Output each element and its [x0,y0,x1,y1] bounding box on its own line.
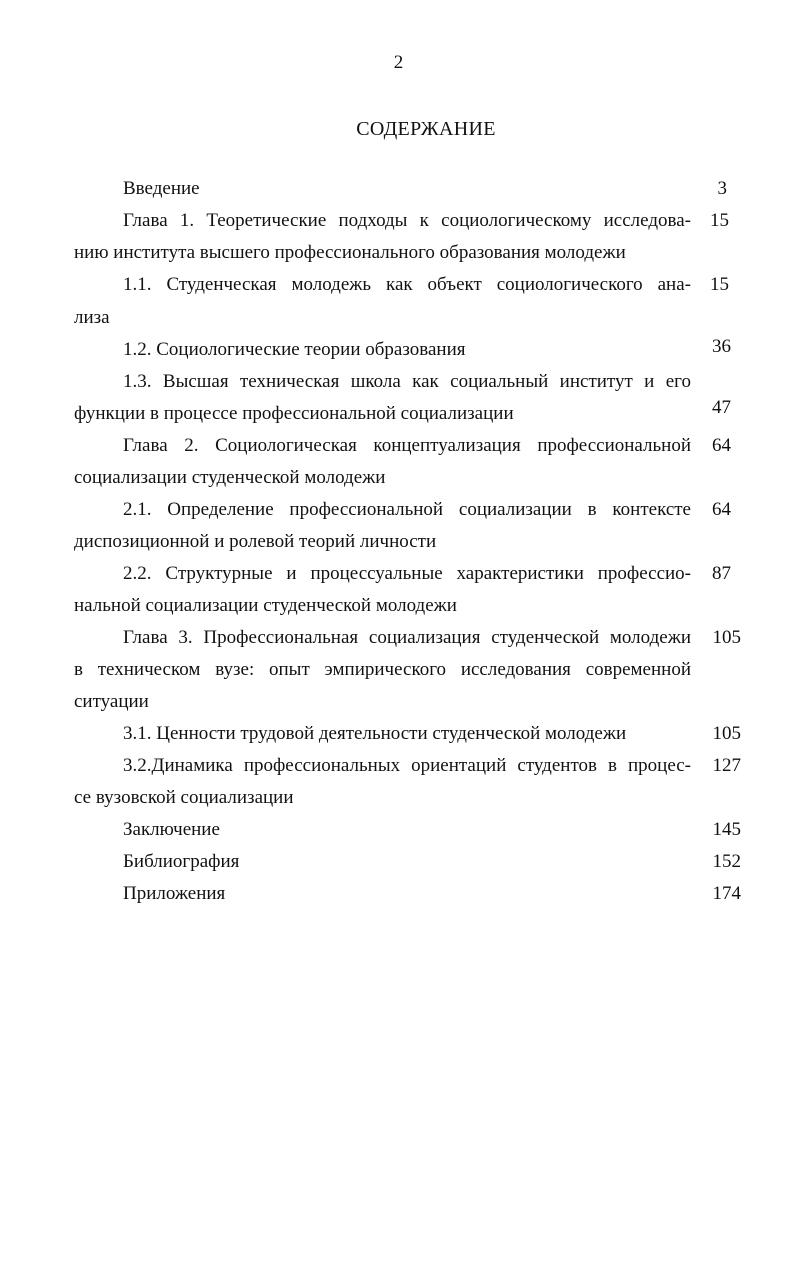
toc-entry-text: 1.2. Социологические теории образования [123,339,466,360]
toc-entry-text: Введение [123,178,200,199]
toc-entry-text-line-1: 1.1. Студенческая молодежь как объект социологического ана- [123,274,691,295]
toc-entry-text: Библиография [123,851,240,872]
toc-entry-page: 152 [712,851,741,872]
toc-entry-text-line-2: нию института высшего профессионального образования молодежи [74,242,626,263]
toc-entry-text-line-1: 2.2. Структурные и процессуальные характеристики профессио- [123,563,691,584]
toc-entry-text-line-2: диспозиционной и ролевой теорий личности [74,531,437,552]
toc-entry-page: 64 [712,499,731,520]
toc-entry-text-line-2: в техническом вузе: опыт эмпирического исследования современной [74,659,691,680]
toc-entry-page: 145 [712,819,741,840]
toc-entry-text-line-2: лиза [74,307,110,328]
toc-entry-page: 36 [712,336,731,357]
toc-entry-page: 174 [712,883,741,904]
toc-entry-page: 47 [712,397,731,418]
toc-entry-text-line-1: Глава 1. Теоретические подходы к социологическому исследова- [123,210,691,231]
toc-entry-text-line-2: социализации студенческой молодежи [74,467,386,488]
toc-entry-text-line-2: нальной социализации студенческой молодежи [74,595,457,616]
toc-entry-page: 127 [712,755,741,776]
toc-entry-page: 64 [712,435,731,456]
toc-entry-text-line-1: 3.2.Динамика профессиональных ориентаций студентов в процес- [123,755,691,776]
toc-entry-page: 15 [710,274,729,295]
toc-entry-text: 3.1. Ценности трудовой деятельности студенческой молодежи [123,723,627,744]
toc-entry-text-line-1: 1.3. Высшая техническая школа как социальный институт и его [123,371,691,392]
toc-entry-text-line-1: 2.1. Определение профессиональной социализации в контексте [123,499,691,520]
toc-entry-page: 105 [712,723,741,744]
toc-entry-text: Приложения [123,883,226,904]
toc-entry-page: 105 [712,627,741,648]
toc-entry-page: 87 [712,563,731,584]
toc-entry-text: Заключение [123,819,220,840]
toc-entry-text-line-1: Глава 2. Социологическая концептуализация профессиональной [123,435,691,456]
toc-entry-text-line-2: се вузовской социализации [74,787,294,808]
toc-entry-page: 15 [710,210,729,231]
page-number: 2 [393,52,404,73]
toc-entry-text-line-3: ситуации [74,691,149,712]
toc-entry-text-line-1: Глава 3. Профессиональная социализация студенческой молодежи [123,627,691,648]
toc-entry-text-line-2: функции в процессе профессиональной социализации [74,403,514,424]
toc-title: СОДЕРЖАНИЕ [356,118,496,140]
toc-entry-page: 3 [717,178,727,199]
